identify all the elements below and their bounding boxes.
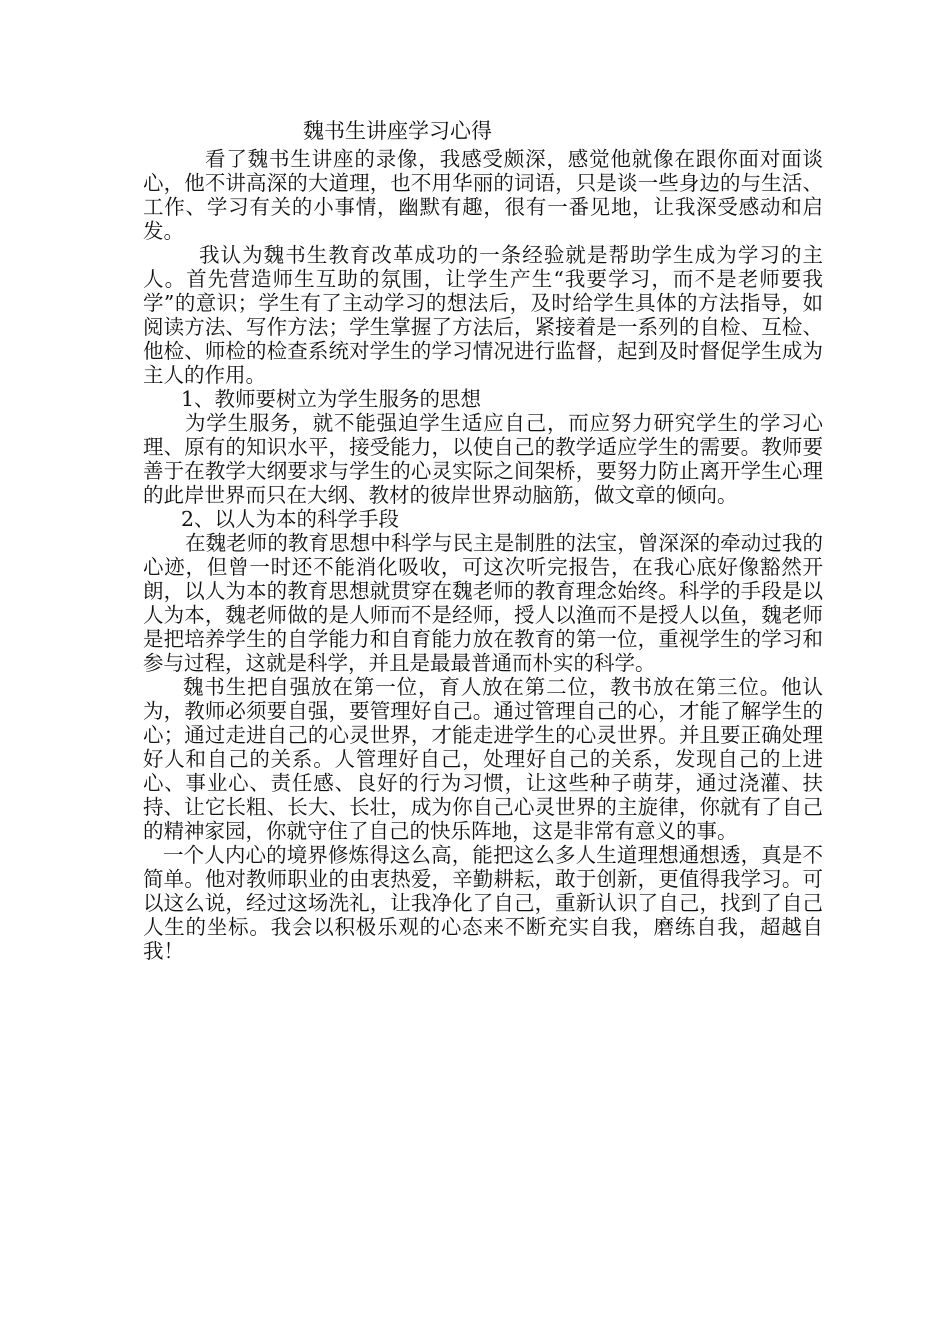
intro-paragraph: 看了魏书生讲座的录像，我感受颇深，感觉他就像在跟你面对面谈心，他不讲高深的大道理，也不用华丽的词语，只是谈一些身边的与生活、工作、学习有关的小事情，幽默有趣，很有一番见地，让我深受感动和启发。 — [143, 147, 823, 243]
self-discipline-paragraph: 魏书生把自强放在第一位，育人放在第二位，教书放在第三位。他认为，教师必须要自强，要管理好自己。通过管理自己的心，才能了解学生的心；通过走进自己的心灵世界，才能走进学生的心灵世界。并且要正确处理好人和自己的关系。人管理好自己，处理好自己的关系，发现自己的上进心、事业心、责任感、良好的行为习惯，让这些种子萌芽，通过浇灌、扶持、让它长粗、长大、长壮，成为你自己心灵世界的主旋律，你就有了自己的精神家园，你就守住了自己的快乐阵地，这是非常有意义的事。 — [143, 675, 823, 843]
section-heading-2: 2、以人为本的科学手段 — [181, 507, 400, 531]
conclusion-paragraph: 一个人内心的境界修炼得这么高，能把这么多人生道理想通想透，真是不简单。他对教师职业的由衷热爱，辛勤耕耘，敢于创新，更值得我学习。可以这么说，经过这场洗礼，让我净化了自己，重新认识了自己，找到了自己人生的坐标。我会以积极乐观的心态来不断充实自我，磨练自我，超越自我！ — [143, 843, 823, 963]
section-1-paragraph: 为学生服务，就不能强迫学生适应自己，而应努力研究学生的学习心理、原有的知识水平，接受能力，以使自己的教学适应学生的需要。教师要善于在教学大纲要求与学生的心灵实际之间架桥，要努力防止离开学生心理的此岸世界而只在大纲、教材的彼岸世界动脑筋，做文章的倾向。 — [143, 411, 823, 507]
document-title: 魏书生讲座学习心得 — [303, 119, 492, 143]
document-page — [143, 118, 823, 963]
section-2-paragraph: 在魏老师的教育思想中科学与民主是制胜的法宝，曾深深的牵动过我的心迹，但曾一时还不能消化吸收，可这次听完报告，在我心底好像豁然开朗，以人为本的教育思想就贯穿在魏老师的教育理念始终。科学的手段是以人为本，魏老师做的是人师而不是经师，授人以渔而不是授人以鱼，魏老师是把培养学生的自学能力和自育能力放在教育的第一位，重视学生的学习和参与过程，这就是科学，并且是最最普通而朴实的科学。 — [143, 531, 823, 675]
main-argument-paragraph: 我认为魏书生教育改革成功的一条经验就是帮助学生成为学习的主人。首先营造师生互助的氛围，让学生产生“我要学习，而不是老师要我学”的意识；学生有了主动学习的想法后，及时给学生具体的方法指导，如阅读方法、写作方法；学生掌握了方法后，紧接着是一系列的自检、互检、他检、师检的检查系统对学生的学习情况进行监督，起到及时督促学生成为主人的作用。 — [143, 243, 823, 387]
section-heading-1: 1、教师要树立为学生服务的思想 — [181, 387, 482, 411]
